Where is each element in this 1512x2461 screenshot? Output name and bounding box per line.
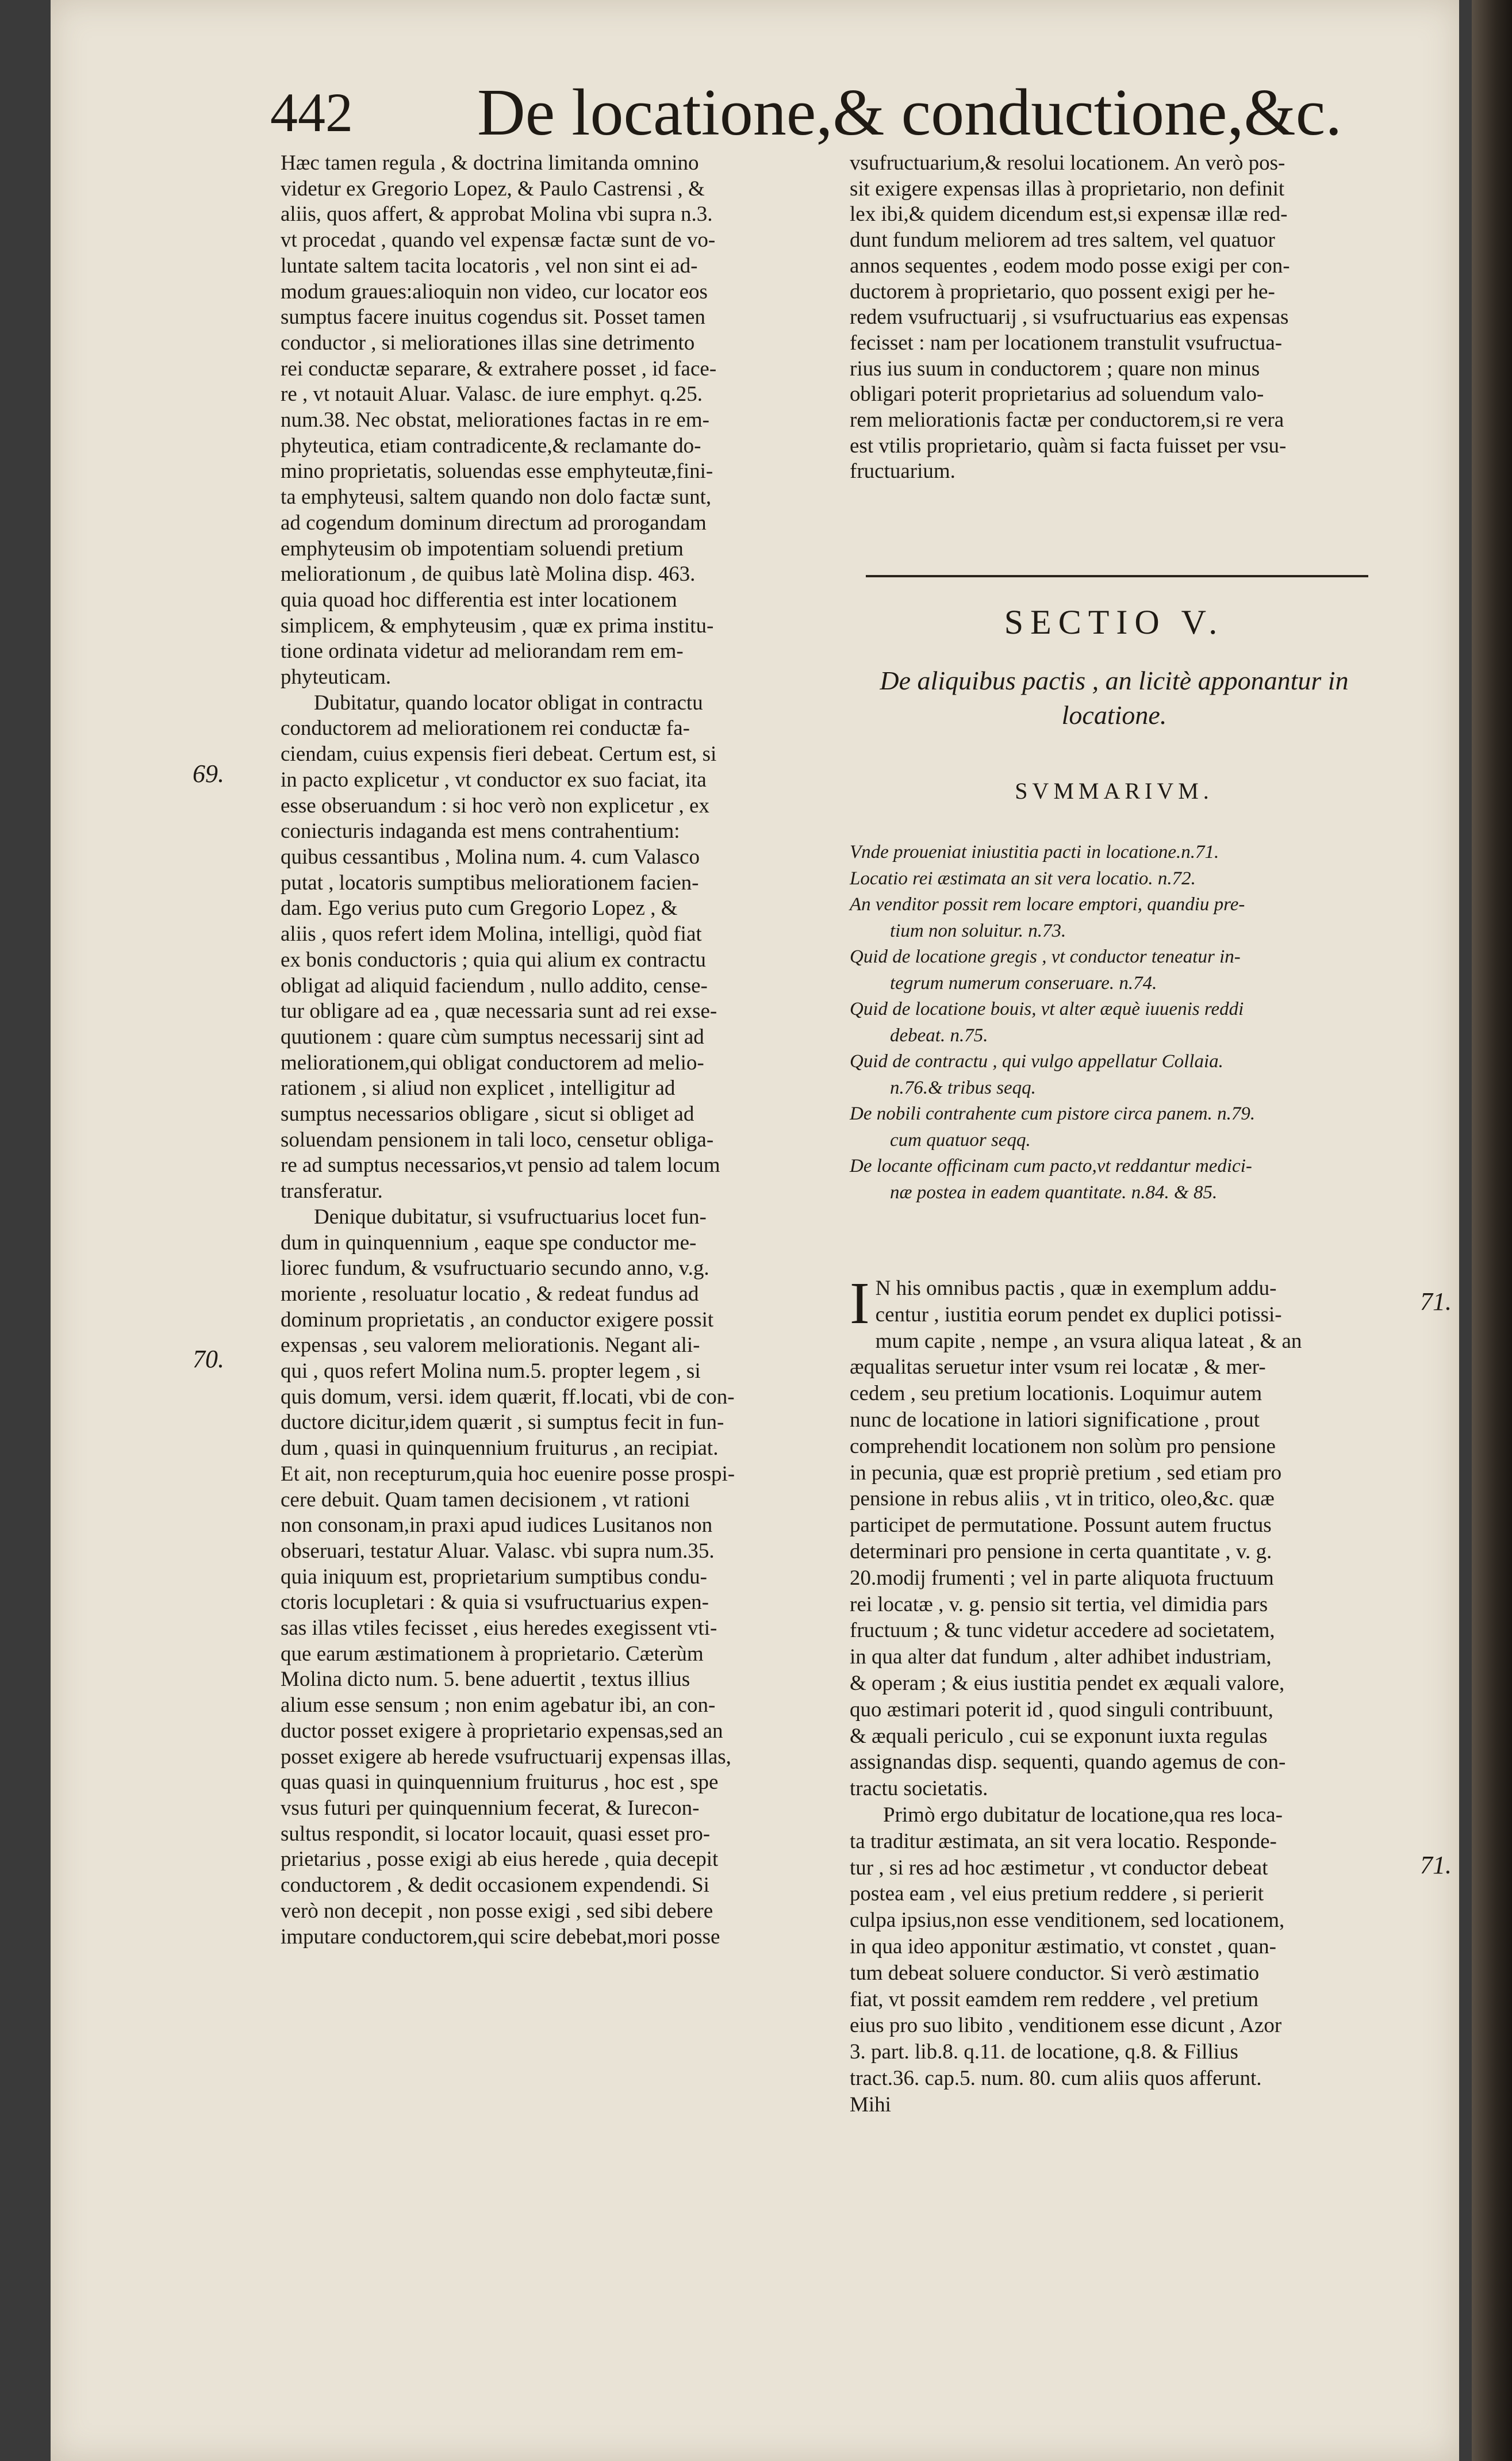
text-line: rei conductæ separare, & extrahere posset , id face-: [281, 356, 717, 381]
summary-item: Locatio rei æstimata an sit vera locatio. n.72.: [850, 868, 1196, 889]
text-line: ctoris locupletari : & quia si vsufructuarius expen-: [281, 1590, 709, 1615]
summary-item: An venditor possit rem locare emptori, quandiu pre-: [850, 894, 1245, 915]
text-line: aliis, quos affert, & approbat Molina vbi supra n.3.: [281, 202, 713, 227]
summary-item-continuation: cum quatuor seqq.: [890, 1129, 1031, 1151]
text-line: emphyteusim ob impotentiam soluendi pretium: [281, 536, 684, 561]
text-line: non consonam,in praxi apud iudices Lusitanos non: [281, 1513, 713, 1538]
section-divider: [866, 575, 1368, 577]
text-line: Primò ergo dubitatur de locatione,qua res loca-: [883, 1803, 1283, 1827]
text-line: dum , quasi in quinquennium fruiturus , an recipiat.: [281, 1436, 719, 1460]
text-line: ta traditur æstimata, an sit vera locatio. Responde-: [850, 1829, 1277, 1853]
text-line: sultus respondit, si locator locauit, quasi esset pro-: [281, 1822, 711, 1846]
text-line: Hæc tamen regula , & doctrina limitanda omnino: [281, 151, 699, 175]
text-line: luntate saltem tacita locatoris , vel non sint ei ad-: [281, 254, 698, 278]
text-line: que earum æstimationem à proprietario. Cæterùm: [281, 1642, 704, 1666]
margin-number-71-second: 71.: [1420, 1851, 1452, 1879]
text-line: obseruari, testatur Aluar. Valasc. vbi supra num.35.: [281, 1539, 715, 1563]
text-line: coniecturis indaganda est mens contrahentium:: [281, 819, 680, 844]
text-line: lex ibi,& quidem dicendum est,si expensæ illæ red-: [850, 202, 1288, 227]
text-line: putat , locatoris sumptibus meliorationem facien-: [281, 871, 699, 895]
text-line: verò non decepit , non posse exigi , sed sibi debere: [281, 1899, 713, 1923]
text-line: ta emphyteusi, saltem quando non dolo factæ sunt,: [281, 485, 712, 509]
text-line: cedem , seu pretium locationis. Loquimur autem: [850, 1382, 1262, 1406]
summary-item-continuation: n.76.& tribus seqq.: [890, 1077, 1036, 1098]
text-line: dum in quinquennium , eaque spe conductor me-: [281, 1230, 697, 1255]
text-line: meliorationem,qui obligat conductorem ad melio-: [281, 1051, 704, 1075]
text-line: posset exigere ab herede vsufructuarij expensas illas,: [281, 1745, 731, 1769]
text-line: pensione in rebus aliis , vt in tritico, oleo,&c. quæ: [850, 1487, 1275, 1511]
text-line: in pecunia, quæ est propriè pretium , sed etiam pro: [850, 1460, 1282, 1485]
text-line: quibus cessantibus , Molina num. 4. cum Valasco: [281, 845, 700, 869]
text-line: dunt fundum meliorem ad tres saltem, vel quatuor: [850, 228, 1275, 252]
text-line: prietarius , posse exigi ab eius herede , quia decepit: [281, 1847, 719, 1872]
text-line: tione ordinata videtur ad meliorandam rem em-: [281, 639, 684, 664]
text-line: re ad sumptus necessarios,vt pensio ad talem locum: [281, 1153, 720, 1178]
text-line: sit exigere expensas illas à proprietario, non definit: [850, 177, 1285, 201]
text-line: sumptus facere inuitus cogendus sit. Posset tamen: [281, 305, 705, 329]
summary-item: De locante officinam cum pacto,vt reddantur medici-: [850, 1156, 1252, 1176]
right-column-top: [850, 151, 1379, 485]
text-line: vsus futuri per quinquennium fecerat, & Iurecon-: [281, 1796, 700, 1820]
summary-item-continuation: næ postea in eadem quantitate. n.84. & 85.: [890, 1182, 1218, 1203]
text-line: Et ait, non recepturum,quia hoc euenire posse prospi-: [281, 1462, 735, 1486]
text-line: fiat, vt possit eamdem rem reddere , vel pretium: [850, 1987, 1258, 2011]
text-line: soluendam pensionem in tali loco, censetur obliga-: [281, 1128, 714, 1152]
section-subtitle-line: locatione.: [1061, 700, 1167, 730]
text-line: alium esse sensum ; non enim agebatur ibi, an con-: [281, 1693, 716, 1718]
text-line: postea eam , vel eius pretium reddere , si perierit: [850, 1882, 1264, 1906]
text-line: aliis , quos refert idem Molina, intelligi, quòd fiat: [281, 922, 702, 946]
text-line: assignandas disp. sequenti, quando agemus de con-: [850, 1750, 1286, 1774]
text-line: tract.36. cap.5. num. 80. cum aliis quos afferunt.: [850, 2066, 1262, 2090]
text-line: mino proprietatis, soluendas esse emphyteutæ,fini-: [281, 459, 713, 484]
section-subtitle-line: De aliquibus pactis , an licitè apponantur in: [880, 666, 1349, 695]
text-line: qui , quos refert Molina num.5. propter legem , si: [281, 1359, 701, 1383]
text-line: conductor , si meliorationes illas sine detrimento: [281, 331, 695, 355]
text-line: expensas , seu valorem meliorationis. Negant ali-: [281, 1333, 700, 1358]
summary-heading: SVMMARIVM.: [1015, 778, 1214, 804]
summary-item-continuation: debeat. n.75.: [890, 1025, 988, 1046]
summary-item: Vnde proueniat iniustitia pacti in locatione.n.71.: [850, 842, 1219, 862]
summary-item: De nobili contrahente cum pistore circa panem. n.79.: [850, 1103, 1256, 1124]
summary-item-continuation: tium non soluitur. n.73.: [890, 920, 1066, 941]
text-line: sas illas vtiles fecisset , eius heredes exegissent vti-: [281, 1616, 717, 1640]
text-line: tum debeat soluere conductor. Si verò æstimatio: [850, 1961, 1260, 1985]
text-line: determinari pro pensione in certa quantitate , v. g.: [850, 1539, 1272, 1563]
text-line: phyteutica, etiam contradicente,& reclamante do-: [281, 434, 701, 458]
text-line: in qua alter dat fundum , alter adhibet industriam,: [850, 1645, 1272, 1669]
text-line: conductorem , & dedit occasionem expendendi. Si: [281, 1873, 709, 1897]
text-line: ductorem à proprietario, quo possent exigi per he-: [850, 279, 1275, 304]
text-line: vt procedat , quando vel expensæ factæ sunt de vo-: [281, 228, 716, 252]
page-header: [270, 69, 1363, 161]
text-line: quutionem : quare cùm sumptus necessarij sint ad: [281, 1025, 704, 1049]
text-line: ex bonis conductoris ; quia qui alium ex contractu: [281, 948, 706, 972]
summary-item: Quid de locatione bouis, vt alter æquè iuuenis reddi: [850, 999, 1244, 1019]
text-line: dominum proprietatis , an conductor exigere possit: [281, 1308, 714, 1332]
text-line: quia iniquum est, proprietarium sumptibus condu-: [281, 1565, 707, 1589]
text-line: fructuum ; & tunc videtur accedere ad societatem,: [850, 1619, 1275, 1643]
text-line: videtur ex Gregorio Lopez, & Paulo Castrensi , &: [281, 177, 705, 201]
margin-number-69: 69.: [193, 760, 224, 788]
text-line: rationem , si aliud non explicet , intelligitur ad: [281, 1076, 676, 1101]
text-line: æqualitas seruetur inter vsum rei locatæ , & mer-: [850, 1355, 1266, 1379]
text-line: tur obligare ad ea , quæ necessaria sunt ad rei exse-: [281, 999, 717, 1023]
text-line: Denique dubitatur, si vsufructuarius locet fun-: [314, 1205, 707, 1229]
running-title: De locatione,& conductione,&c.: [477, 76, 1342, 150]
text-line: sumptus necessarios obligare , sicut si obliget ad: [281, 1102, 694, 1126]
section-subtitle: [850, 664, 1379, 733]
text-line: est vtilis proprietario, quàm si facta fuisset per vsu-: [850, 434, 1287, 458]
text-line: participet de permutatione. Possunt autem fructus: [850, 1513, 1272, 1538]
text-line: Molina dicto num. 5. bene aduertit , textus illius: [281, 1667, 690, 1692]
text-line: meliorationum , de quibus latè Molina disp. 463.: [281, 562, 696, 586]
margin-number-71: 71.: [1420, 1287, 1452, 1316]
text-line: Dubitatur, quando locator obligat in contractu: [314, 691, 703, 715]
page-number: 442: [270, 82, 353, 143]
text-line: phyteuticam.: [281, 665, 392, 689]
text-line: ductore dicitur,idem quærit , si sumptus fecit in fun-: [281, 1410, 724, 1435]
text-line: rius ius suum in conductorem ; quare non minus: [850, 356, 1260, 381]
text-line: modum graues:alioquin non video, cur locator eos: [281, 279, 708, 304]
text-line: moriente , resoluatur locatio , & redeat fundus ad: [281, 1282, 699, 1306]
text-line: ad cogendum dominum directum ad prorogandam: [281, 511, 707, 535]
text-line: esse obseruandum : si hoc verò non explicetur , ex: [281, 793, 709, 818]
text-line: quia quoad hoc differentia est inter locationem: [281, 588, 677, 612]
text-line: fecisset : nam per locationem transtulit vsufructua-: [850, 331, 1283, 355]
text-line: obligat ad aliquid faciendum , nullo addito, cense-: [281, 973, 708, 998]
summary-list: [850, 839, 1379, 1206]
text-line: in pacto explicetur , vt conductor ex suo faciat, ita: [281, 768, 707, 792]
text-line: centur , iustitia eorum pendet ex duplici potissi-: [875, 1302, 1282, 1327]
text-line: rei locatæ , v. g. pensio sit tertia, vel dimidia pars: [850, 1592, 1268, 1616]
text-line: simplicem, & emphyteusim , quæ ex prima institu-: [281, 614, 714, 638]
summary-item: Quid de contractu , qui vulgo appellatur Collaia.: [850, 1051, 1223, 1072]
text-line: imputare conductorem,qui scire debebat,mori posse: [281, 1925, 720, 1949]
summary-item-continuation: tegrum numerum conseruare. n.74.: [890, 972, 1157, 994]
text-line: rem meliorationis factæ per conductorem,si re vera: [850, 408, 1284, 432]
text-line: tur , si res ad hoc æstimetur , vt conductor debeat: [850, 1856, 1268, 1880]
text-line: vsufructuarium,& resolui locationem. An verò pos-: [850, 151, 1285, 175]
text-line: 20.modij frumenti ; vel in parte aliquota fructuum: [850, 1566, 1274, 1590]
text-line: transferatur.: [281, 1179, 383, 1203]
text-line: 3. part. lib.8. q.11. de locatione, q.8. & Fillius: [850, 2040, 1238, 2064]
text-line: tractu societatis.: [850, 1777, 988, 1801]
text-line: annos sequentes , eodem modo posse exigi per con-: [850, 254, 1290, 278]
text-line: liorec fundum, & vsufructuario secundo anno, v.g.: [281, 1256, 709, 1281]
text-line: dam. Ego verius puto cum Gregorio Lopez , &: [281, 896, 678, 921]
text-line: quo æstimari poterit id , quod singuli contribuunt,: [850, 1697, 1273, 1722]
text-line: quas quasi in quinquennium fruiturus , hoc est , spe: [281, 1770, 719, 1795]
book-spine: [1472, 0, 1512, 2461]
text-line: comprehendit locationem non solùm pro pensione: [850, 1434, 1276, 1458]
text-line: culpa ipsius,non esse venditionem, sed locationem,: [850, 1908, 1285, 1933]
left-column: [281, 151, 815, 1950]
section-title: SECTIO V.: [1004, 603, 1225, 641]
text-line: ciendam, cuius expensis fieri debeat. Certum est, si: [281, 742, 717, 766]
text-line: eius pro suo libito , venditionem esse dicunt , Azor: [850, 2014, 1282, 2038]
text-line: cere debuit. Quam tamen decisionem , vt rationi: [281, 1488, 690, 1512]
text-line: fructuarium.: [850, 459, 955, 484]
text-line: num.38. Nec obstat, meliorationes factas in re em-: [281, 408, 709, 432]
drop-cap: I: [850, 1270, 870, 1336]
text-line: ductor posset exigere à proprietario expensas,sed an: [281, 1719, 723, 1743]
text-line: N his omnibus pactis , quæ in exemplum addu-: [875, 1276, 1277, 1300]
text-line: re , vt notauit Aluar. Valasc. de iure emphyt. q.25.: [281, 382, 703, 407]
text-line: & æquali periculo , cui se exponunt iuxta regulas: [850, 1724, 1268, 1748]
text-line: in qua ideo apponitur æstimatio, vt constet , quan-: [850, 1934, 1276, 1958]
right-column-body: [850, 1270, 1379, 2118]
summary-item: Quid de locatione gregis , vt conductor teneatur in-: [850, 946, 1241, 967]
margin-number-70: 70.: [193, 1345, 224, 1373]
text-line: nunc de locatione in latiori significatione , prout: [850, 1408, 1260, 1432]
text-line: mum capite , nempe , an vsura aliqua lateat , & an: [875, 1329, 1302, 1353]
text-line: Mihi: [850, 2092, 891, 2117]
text-line: quis domum, versi. idem quærit, ff.locati, vbi de con-: [281, 1385, 735, 1409]
text-line: redem vsufructuarij , si vsufructuarius eas expensas: [850, 305, 1289, 329]
text-line: & operam ; & eius iustitia pendet ex æquali valore,: [850, 1671, 1285, 1695]
text-line: obligari poterit proprietarius ad soluendum valo-: [850, 382, 1264, 407]
text-line: conductorem ad meliorationem rei conductæ fa-: [281, 716, 690, 741]
